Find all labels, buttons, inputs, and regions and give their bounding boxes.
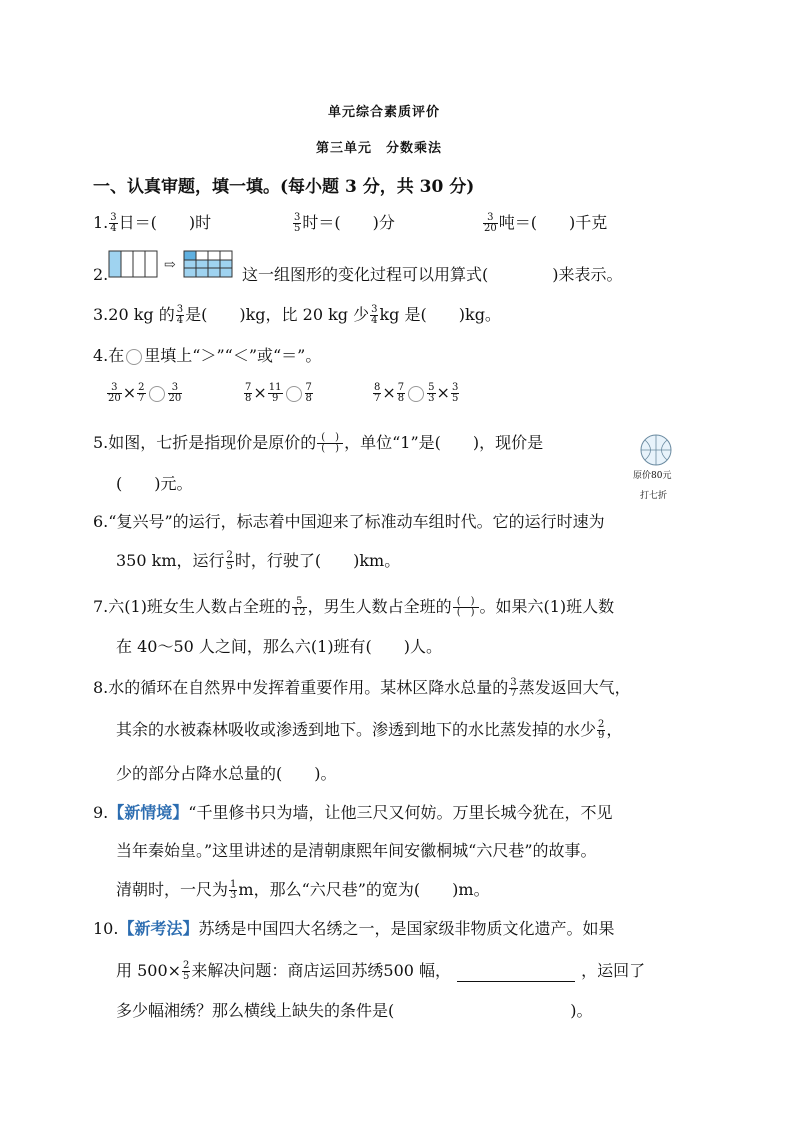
q1-fraction-c: $\frac{3}{20}$ bbox=[484, 212, 497, 234]
new-context-tag: 【新情境】 bbox=[108, 803, 189, 822]
q5-text2: ，单位“1”是( )，现价是 bbox=[344, 433, 544, 452]
q4-expression-1: $\frac{3}{20}$ × $\frac{2}{7}$ $\frac{3}{20}$ bbox=[108, 382, 182, 404]
q9-fraction: $\frac{1}{3}$ bbox=[230, 879, 237, 901]
q8-line2: 其余的水被森林吸收或渗透到地下。渗透到地下的水比蒸发掉的水少 $\frac{2}{9}$ ， bbox=[116, 719, 623, 741]
q7-blank-fraction[interactable]: $\frac{( )}{( )}$ bbox=[453, 597, 479, 618]
question-4 bbox=[93, 345, 321, 367]
page-title: 单元综合素质评价 bbox=[328, 105, 441, 120]
q2-number: 2. bbox=[93, 265, 109, 284]
q4-answer-circle-3[interactable] bbox=[408, 386, 424, 402]
question-1b bbox=[292, 212, 395, 234]
q3-pre: 3.20 kg 的 bbox=[93, 305, 175, 324]
q10-line1: 10.【新考法】苏绣是中国四大名绣之一，是国家级非物质文化遗产。如果 bbox=[93, 919, 615, 938]
question-7: 7.六(1)班女生人数占全班的 $\frac{5}{12}$ ，男生人数占全班的 $\frac{( )}{( )}$ 。如果六(1)班人数 bbox=[93, 596, 615, 618]
q2-grid-after bbox=[184, 251, 232, 277]
question-5 bbox=[93, 432, 543, 454]
q2-arrow: ⇨ bbox=[164, 257, 176, 273]
q5-line2: ( )元。 bbox=[116, 474, 193, 493]
q8-line1: 8.水的循环在自然界中发挥着重要作用。某林区降水总量的 $\frac{3}{7}$ 蒸发返回大气， bbox=[93, 677, 631, 699]
basketball-icon bbox=[639, 433, 673, 467]
q9-line1: 9.【新情境】“千里修书只为墙，让他三尺又何妨。万里长城今犹在，不见 bbox=[93, 803, 613, 822]
q10-answer-underline[interactable] bbox=[457, 965, 575, 982]
q1-text-a: 日＝( )时 bbox=[118, 213, 212, 232]
q4-expression-3: $\frac{8}{7}$ × $\frac{7}{8}$ $\frac{5}{3}$ × $\frac{3}{5}$ bbox=[374, 382, 459, 404]
q1-text-b: 时＝( )分 bbox=[302, 213, 395, 232]
q4-answer-circle-2[interactable] bbox=[286, 386, 302, 402]
q3-fraction-1: $\frac{3}{4}$ bbox=[176, 304, 184, 326]
page-subtitle: 第三单元 分数乘法 bbox=[316, 141, 443, 156]
q10-fraction: $\frac{2}{5}$ bbox=[183, 960, 190, 982]
q3-post: kg 是( )kg。 bbox=[379, 305, 501, 324]
q8-fraction-2: $\frac{2}{9}$ bbox=[598, 719, 605, 741]
q6-line1: 6.“复兴号”的运行，标志着中国迎来了标准动车组时代。它的运行时速为 bbox=[93, 512, 605, 531]
question-3 bbox=[93, 304, 501, 326]
q9-line2: 当年秦始皇。”这里讲述的是清朝康熙年间安徽桐城“六尺巷”的故事。 bbox=[116, 841, 597, 860]
q4-answer-circle-1[interactable] bbox=[149, 386, 165, 402]
q10-line3: 多少幅湘绣？那么横线上缺失的条件是( )。 bbox=[116, 1001, 593, 1020]
compare-circle bbox=[126, 349, 142, 365]
q6-line2: 350 km，运行 $\frac{2}{5}$ 时，行驶了( )km。 bbox=[116, 550, 401, 572]
new-method-tag: 【新考法】 bbox=[118, 919, 199, 938]
q5-text: 5.如图，七折是指现价是原价的 bbox=[93, 433, 317, 452]
discount-caption: 打七折 bbox=[640, 491, 668, 501]
question-1c bbox=[482, 212, 607, 234]
q3-mid: 是( )kg，比 20 kg 少 bbox=[185, 305, 370, 324]
q7-fraction: $\frac{5}{12}$ bbox=[292, 596, 306, 618]
q4-expression-2: $\frac{7}{8}$ × $\frac{11}{9}$ $\frac{7}{8}$ bbox=[245, 382, 312, 404]
section-heading: 一、认真审题，填一填。(每小题 3 分，共 30 分) bbox=[93, 177, 475, 197]
q1-fraction-b: $\frac{3}{5}$ bbox=[294, 212, 301, 234]
q2-grid-before bbox=[109, 251, 157, 277]
q3-fraction-2: $\frac{3}{4}$ bbox=[371, 304, 378, 326]
q2-grid-figures bbox=[108, 250, 238, 280]
q8-fraction-1: $\frac{3}{7}$ bbox=[510, 677, 517, 699]
q4-text: 4.在 bbox=[93, 346, 125, 365]
q2-text: 这一组图形的变化过程可以用算式( )来表示。 bbox=[242, 265, 623, 284]
q6-fraction: $\frac{2}{5}$ bbox=[226, 550, 233, 572]
question-1 bbox=[93, 212, 211, 234]
q1-text-c: 吨＝( )千克 bbox=[498, 213, 608, 232]
q1-number: 1. bbox=[93, 213, 109, 232]
q7-line2: 在 40～50 人之间，那么六(1)班有( )人。 bbox=[116, 637, 443, 656]
q1-fraction-a: $\frac{3}{4}$ bbox=[110, 212, 117, 234]
q10-line2: 用 500× $\frac{2}{5}$ 来解决问题：商店运回苏绣500 幅， ，运回了 bbox=[116, 960, 646, 982]
price-caption: 原价80元 bbox=[633, 471, 672, 481]
q8-line3: 少的部分占降水总量的( )。 bbox=[116, 764, 337, 783]
q5-blank-fraction[interactable]: $\frac{( )}{( )}$ bbox=[317, 433, 343, 454]
q9-line3: 清朝时，一尺为 $\frac{1}{3}$ m，那么“六尺巷”的宽为( )m。 bbox=[116, 879, 490, 901]
q4-text2: 里填上“＞”“＜”或“＝”。 bbox=[144, 346, 322, 365]
